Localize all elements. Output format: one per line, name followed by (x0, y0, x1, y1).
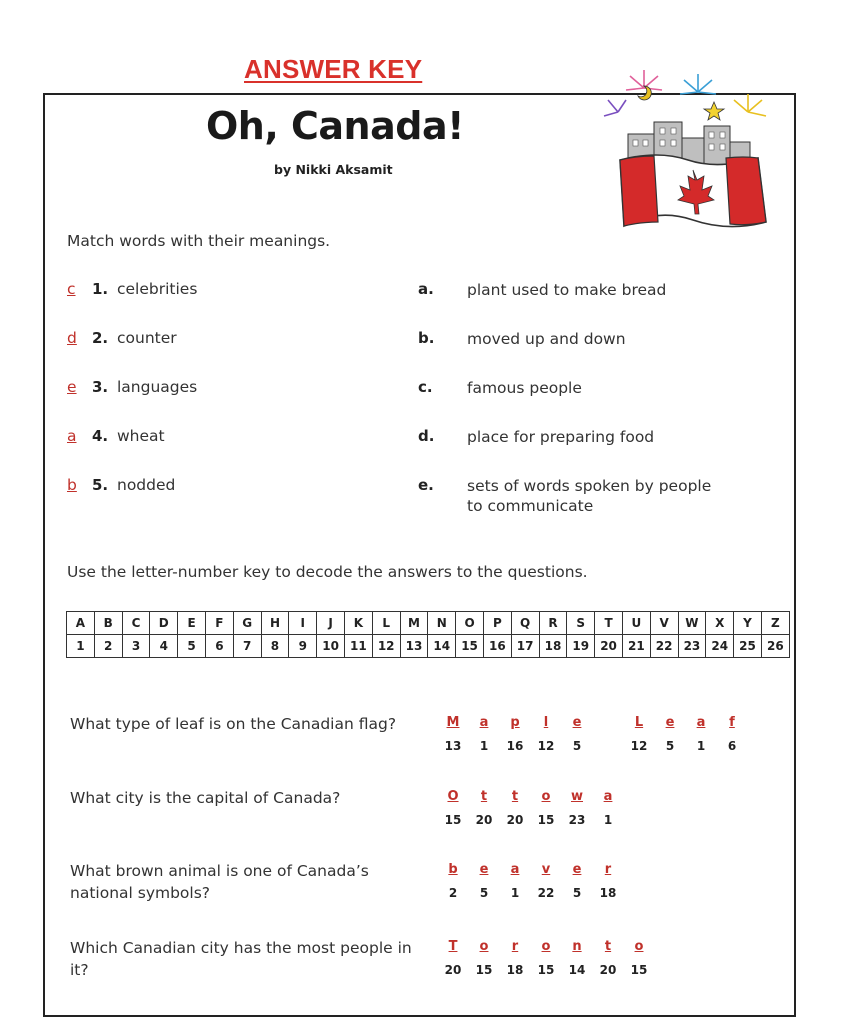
answer-code: 5 (665, 739, 675, 753)
key-letter-cell: U (622, 612, 650, 635)
key-letter-cell: C (122, 612, 150, 635)
answer-letter: d (67, 329, 77, 347)
key-letter-cell: B (94, 612, 122, 635)
key-letter-cell: I (289, 612, 317, 635)
answer-code: 15 (537, 963, 555, 977)
answer-letter: e (665, 715, 675, 730)
byline: by Nikki Aksamit (274, 162, 393, 177)
key-letter-cell: F (205, 612, 233, 635)
answer-code: 5 (572, 739, 582, 753)
question-text: What city is the capital of Canada? (70, 789, 341, 807)
key-letter-cell: V (650, 612, 678, 635)
key-letter-cell: Z (761, 612, 789, 635)
answer-code: 12 (630, 739, 648, 753)
answer-letter: l (543, 715, 549, 730)
answer-code: 20 (475, 813, 493, 827)
key-number-cell: 13 (400, 635, 428, 658)
word-number: 1. (92, 280, 109, 298)
key-number-cell: 8 (261, 635, 289, 658)
answer-letter: t (480, 789, 488, 804)
answer-letter: b (67, 476, 77, 494)
letter-number-key (66, 611, 790, 658)
answer-code: 15 (444, 813, 462, 827)
answer-letter: p (510, 715, 520, 730)
vocab-word: counter (117, 329, 177, 347)
matching-row (0, 378, 850, 400)
answer-code: 1 (696, 739, 706, 753)
answer-code: 2 (448, 886, 458, 900)
key-number-cell: 26 (761, 635, 789, 658)
key-number-cell: 21 (622, 635, 650, 658)
answer-code: 20 (506, 813, 524, 827)
key-letter-cell: M (400, 612, 428, 635)
key-letter-cell: T (595, 612, 623, 635)
answer-letter: M (446, 715, 460, 730)
key-numbers-row (67, 635, 790, 658)
vocab-word: celebrities (117, 280, 198, 298)
answer-letter: t (511, 789, 519, 804)
answer-code: 18 (599, 886, 617, 900)
word-number: 5. (92, 476, 109, 494)
definition-letter: d. (418, 427, 435, 445)
key-number-cell: 25 (734, 635, 762, 658)
answer-code: 13 (444, 739, 462, 753)
key-number-cell: 20 (595, 635, 623, 658)
answer-letter: e (479, 862, 489, 877)
key-letter-cell: K (344, 612, 372, 635)
answer-letter: a (479, 715, 489, 730)
definition-letter: b. (418, 329, 435, 347)
key-letter-cell: N (428, 612, 456, 635)
definition-text: plant used to make bread (467, 281, 667, 299)
key-number-cell: 5 (178, 635, 206, 658)
key-letter-cell: X (706, 612, 734, 635)
answer-code: 20 (599, 963, 617, 977)
key-number-cell: 22 (650, 635, 678, 658)
key-letter-cell: L (372, 612, 400, 635)
answer-letter: n (572, 939, 582, 954)
key-number-cell: 2 (94, 635, 122, 658)
answer-letter: w (570, 789, 583, 804)
answer-letter: t (604, 939, 612, 954)
key-number-cell: 17 (511, 635, 539, 658)
answer-letter: O (447, 789, 459, 804)
answer-letter: a (696, 715, 706, 730)
answer-code: 15 (475, 963, 493, 977)
key-number-cell: 4 (150, 635, 178, 658)
key-letter-cell: Y (734, 612, 762, 635)
key-number-cell: 3 (122, 635, 150, 658)
answer-code: 15 (630, 963, 648, 977)
answer-code: 12 (537, 739, 555, 753)
answer-letter: e (67, 378, 77, 396)
vocab-word: languages (117, 378, 198, 396)
definition-letter: c. (418, 378, 433, 396)
answer-letter: b (448, 862, 458, 877)
answer-letter: v (541, 862, 551, 877)
key-number-cell: 7 (233, 635, 261, 658)
key-number-cell: 11 (344, 635, 372, 658)
answer-letter: o (541, 939, 551, 954)
answer-letter: r (604, 862, 612, 877)
key-letter-cell: A (67, 612, 95, 635)
answer-letter: a (510, 862, 520, 877)
key-number-cell: 18 (539, 635, 567, 658)
definition-text: place for preparing food (467, 428, 655, 446)
key-number-cell: 9 (289, 635, 317, 658)
answer-code: 23 (568, 813, 586, 827)
matching-instruction: Match words with their meanings. (67, 232, 331, 250)
key-number-cell: 15 (456, 635, 484, 658)
key-number-cell: 1 (67, 635, 95, 658)
key-letter-cell: S (567, 612, 595, 635)
answer-key-heading: ANSWER KEY (244, 54, 423, 84)
answer-letter: a (603, 789, 613, 804)
word-number: 2. (92, 329, 109, 347)
matching-row (0, 280, 850, 302)
answer-letter: r (511, 939, 519, 954)
answer-letter: e (572, 862, 582, 877)
definition-letter: a. (418, 280, 434, 298)
key-number-cell: 10 (317, 635, 345, 658)
word-number: 4. (92, 427, 109, 445)
definition-text: famous people (467, 379, 582, 397)
key-letter-cell: D (150, 612, 178, 635)
key-letter-cell: H (261, 612, 289, 635)
key-letter-cell: E (178, 612, 206, 635)
answer-letter: f (729, 715, 735, 730)
answer-code: 1 (603, 813, 613, 827)
key-number-cell: 23 (678, 635, 706, 658)
key-letter-cell: R (539, 612, 567, 635)
vocab-word: wheat (117, 427, 165, 445)
answer-code: 6 (727, 739, 737, 753)
key-number-cell: 19 (567, 635, 595, 658)
key-number-cell: 6 (205, 635, 233, 658)
answer-code: 18 (506, 963, 524, 977)
answer-code: 15 (537, 813, 555, 827)
key-letter-cell: J (317, 612, 345, 635)
answer-letter: o (479, 939, 489, 954)
answer-letter: c (67, 280, 76, 298)
answer-code: 1 (479, 739, 489, 753)
page-title: Oh, Canada! (206, 104, 464, 148)
answer-letter: T (448, 939, 458, 954)
key-number-cell: 14 (428, 635, 456, 658)
answer-letter: o (541, 789, 551, 804)
question-text: What type of leaf is on the Canadian flag? (70, 715, 397, 733)
canada-flag-fireworks-clipart (598, 62, 778, 240)
key-number-cell: 24 (706, 635, 734, 658)
key-letters-row (67, 612, 790, 635)
matching-row (0, 427, 850, 449)
key-letter-cell: W (678, 612, 706, 635)
key-letter-cell: O (456, 612, 484, 635)
answer-code: 1 (510, 886, 520, 900)
key-letter-cell: G (233, 612, 261, 635)
definition-text: sets of words spoken by people to communicate (467, 477, 712, 515)
definition-letter: e. (418, 476, 434, 494)
key-number-cell: 16 (483, 635, 511, 658)
definition-text: moved up and down (467, 330, 626, 348)
answer-code: 14 (568, 963, 586, 977)
decode-instruction: Use the letter-number key to decode the answers to the questions. (67, 563, 588, 581)
vocab-word: nodded (117, 476, 176, 494)
answer-code: 5 (479, 886, 489, 900)
answer-code: 22 (537, 886, 555, 900)
answer-code: 20 (444, 963, 462, 977)
answer-code: 5 (572, 886, 582, 900)
key-letter-cell: P (483, 612, 511, 635)
matching-row (0, 329, 850, 351)
answer-letter: a (67, 427, 77, 445)
matching-row (0, 476, 850, 520)
key-number-cell: 12 (372, 635, 400, 658)
answer-letter: o (634, 939, 644, 954)
word-number: 3. (92, 378, 109, 396)
answer-letter: e (572, 715, 582, 730)
key-letter-cell: Q (511, 612, 539, 635)
answer-code: 16 (506, 739, 524, 753)
answer-letter: L (634, 715, 644, 730)
question-text: What brown animal is one of Canada’s national symbols? (70, 862, 369, 902)
question-text: Which Canadian city has the most people in it? (70, 939, 412, 979)
